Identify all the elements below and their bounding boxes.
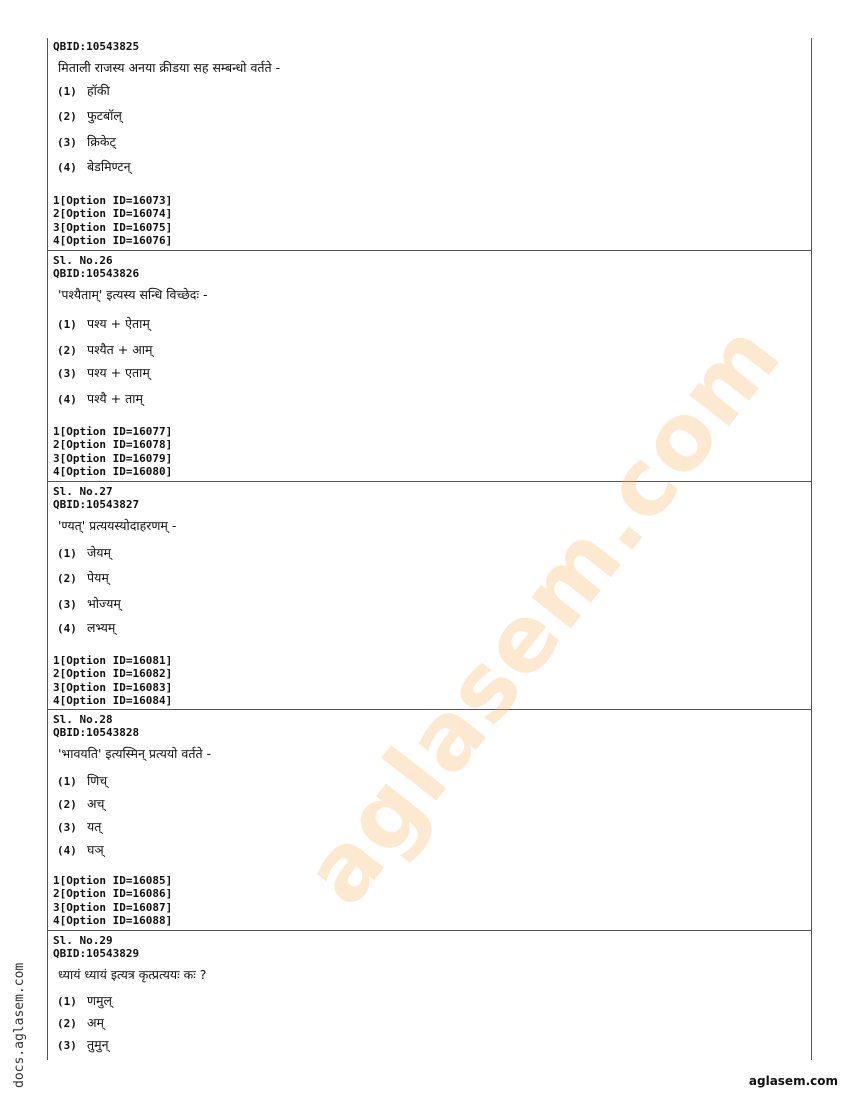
question-block <box>48 930 811 1061</box>
brand-footer: aglasem.com <box>748 1074 838 1088</box>
serial-number: Sl. No.28 <box>53 713 113 726</box>
question-text: 'भावयति' इत्यस्मिन् प्रत्ययो वर्तते - <box>58 745 212 761</box>
question-text: ध्यायं ध्यायं इत्यत्र कृत्प्रत्ययः कः ? <box>58 966 207 982</box>
option: (4) पश्यै + ताम् <box>57 391 143 406</box>
option: (2) पश्यैत + आम् <box>57 342 153 357</box>
option: (2) अम् <box>57 1015 105 1030</box>
option: (4) लभ्यम् <box>57 620 116 635</box>
serial-number: Sl. No.27 <box>53 485 113 498</box>
option: (1) पश्य + ऐताम् <box>57 316 150 331</box>
option: (1) णिच् <box>57 773 108 788</box>
serial-number: Sl. No.26 <box>53 254 113 267</box>
qbid: QBID:10543827 <box>53 498 140 512</box>
option-ids: 1[Option ID=16073] 2[Option ID=16074] 3[Option ID=16075] 4[Option ID=16076] <box>53 194 173 248</box>
question-text: मिताली राजस्य अनया क्रीडया सह सम्बन्धो वर्तते - <box>58 60 281 76</box>
option: (2) अच् <box>57 796 105 811</box>
option: (4) बेडमिण्टन् <box>57 159 131 174</box>
option: (1) णमुल् <box>57 993 112 1008</box>
option: (2) पेयम् <box>57 570 109 585</box>
option-ids: 1[Option ID=16081] 2[Option ID=16082] 3[Option ID=16083] 4[Option ID=16084] <box>53 654 173 708</box>
question-text: 'पश्यैताम्' इत्यस्य सन्धि विच्छेदः - <box>58 286 208 302</box>
qbid: QBID:10543826 <box>53 267 140 281</box>
qbid: QBID:10543828 <box>53 726 140 740</box>
question-sheet <box>47 38 812 1060</box>
option-ids: 1[Option ID=16085] 2[Option ID=16086] 3[Option ID=16087] 4[Option ID=16088] <box>53 874 173 928</box>
question-block <box>48 38 811 250</box>
question-text: 'ण्यत्' प्रत्ययस्योदाहरणम् - <box>58 517 177 533</box>
qbid: QBID:10543825 <box>53 40 140 53</box>
watermark: aglasem.com <box>283 302 802 925</box>
option: (3) पश्य + एताम् <box>57 365 150 380</box>
qbid: QBID:10543829 <box>53 947 140 961</box>
option: (3) क्रिकेट् <box>57 134 116 149</box>
option: (2) फुटबॉल् <box>57 108 122 123</box>
option-ids: 1[Option ID=16077] 2[Option ID=16078] 3[Option ID=16079] 4[Option ID=16080] <box>53 425 173 479</box>
option: (4) घञ् <box>57 842 104 857</box>
serial-number: Sl. No.29 <box>53 934 113 947</box>
option: (1) हॉकी <box>57 83 110 98</box>
option: (3) तुमुन् <box>57 1037 109 1052</box>
option: (1) जेयम् <box>57 545 112 560</box>
side-url: docs.aglasem.com <box>12 962 27 1088</box>
option: (3) भोज्यम् <box>57 596 121 611</box>
option: (3) यत् <box>57 819 102 834</box>
